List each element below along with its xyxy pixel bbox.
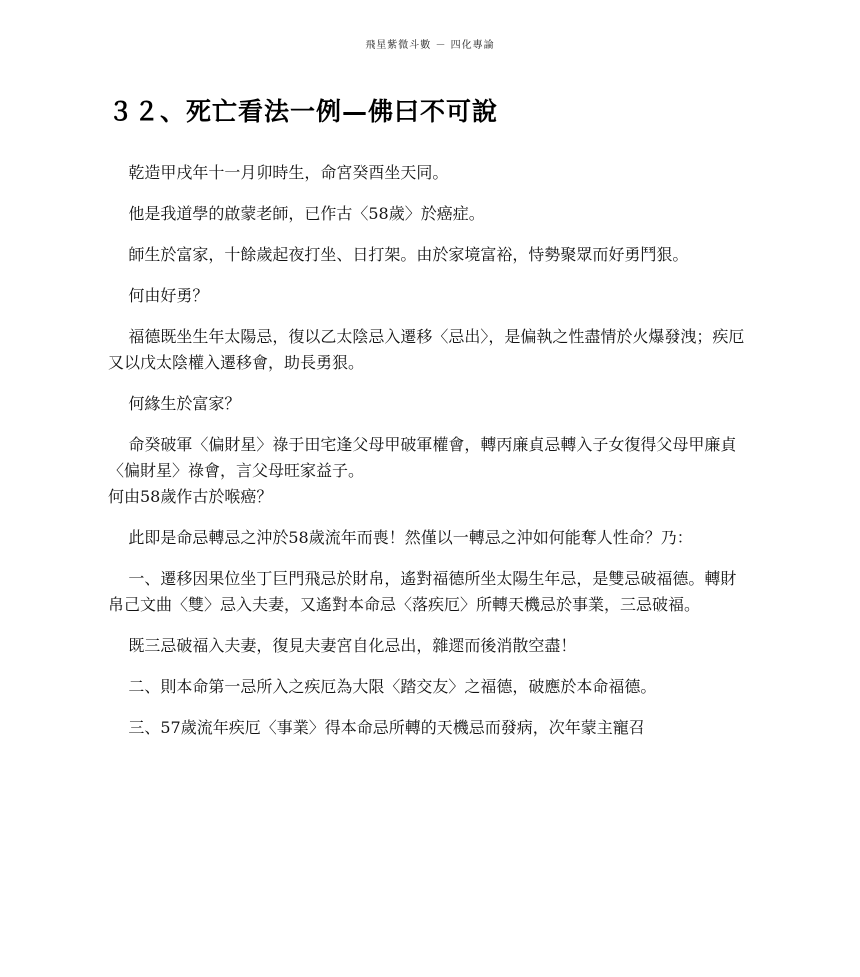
paragraph-birth-chart: 乾造甲戌年十一月卯時生，命宮癸酉坐天同。 <box>128 163 449 182</box>
paragraph-point-two: 二、則本命第一忌所入之疾厄為大限〈踏交友〉之福德，破應於本命福德。 <box>128 677 657 696</box>
paragraph-fude-analysis: 福德既坐生年太陽忌，復以乙太陰忌入遷移〈忌出〉，是偏執之性盡情於火爆發洩；疾厄又以戊太陰權入遷移會，助長勇狠。 <box>108 327 745 372</box>
paragraph-question-brave: 何由好勇？ <box>128 286 209 305</box>
paragraph-mingji-analysis: 此即是命忌轉忌之沖於58歲流年而喪！然僅以一轉忌之沖如何能奪人性命？乃： <box>128 528 693 547</box>
paragraph-pojun-analysis: 命癸破軍〈偏財星〉祿于田宅逢父母甲破軍權會，轉丙廉貞忌轉入子女復得父母甲廉貞〈偏財星〉祿會，言父母旺家益子。 <box>108 435 737 480</box>
paragraph-question-cancer: 何由58歲作古於喉癌？ <box>108 487 273 506</box>
paragraph-wealthy-family: 師生於富家，十餘歲起夜打坐、日打架。由於家境富裕，恃勢聚眾而好勇鬥狠。 <box>128 245 689 264</box>
paragraph-question-rich: 何緣生於富家？ <box>128 394 241 413</box>
running-header: 飛星紫微斗數 － 四化專論 <box>365 40 495 51</box>
paragraph-point-one: 一、遷移因果位坐丁巨門飛忌於財帛，遙對福德所坐太陽生年忌，是雙忌破福德。轉財帛己文曲〈雙〉忌入夫妻，又遙對本命忌〈落疾厄〉所轉天機忌於事業，三忌破福。 <box>108 569 737 614</box>
body-text <box>108 160 748 756</box>
paragraph-three-ji: 既三忌破福入夫妻，復見夫妻宮自化忌出，雜遝而後消散空盡！ <box>128 636 577 655</box>
paragraph-point-three: 三、57歲流年疾厄〈事業〉得本命忌所轉的天機忌而發病，次年蒙主寵召 <box>128 718 645 737</box>
chapter-title: ３２、死亡看法一例—佛曰不可說 <box>108 97 499 126</box>
paragraph-teacher: 他是我道學的啟蒙老師，已作古〈58歲〉於癌症。 <box>128 204 485 223</box>
